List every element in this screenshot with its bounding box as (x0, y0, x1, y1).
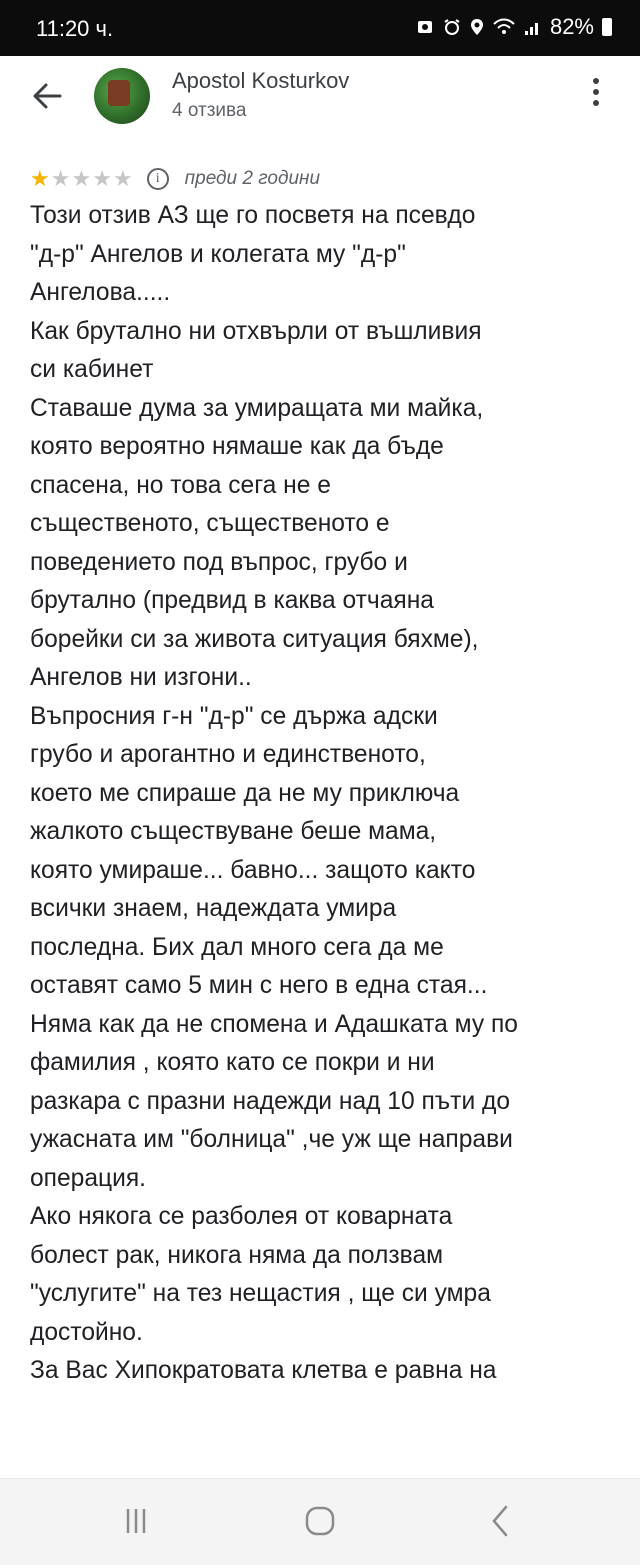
battery-icon (602, 18, 612, 36)
review-line: последна. Бих дал много сега да ме (30, 933, 444, 961)
review-line: болест рак, никога няма да ползвам (30, 1241, 444, 1269)
reviewer-name[interactable]: Apostol Kosturkov (172, 68, 350, 93)
review-line: Този отзив АЗ ще го посветя на псевдо (30, 202, 476, 229)
signal-icon (524, 18, 542, 36)
info-icon[interactable]: i (147, 168, 169, 190)
review-line: операция. (30, 1164, 147, 1192)
review-line: си кабинет (30, 356, 154, 383)
review-line: жалкото съществуване беше мама, (30, 818, 437, 845)
star-filled-icon: ★ (30, 166, 50, 191)
avatar[interactable] (94, 68, 150, 124)
review-line: Как брутално ни отхвърли от въшливия (30, 317, 482, 345)
review-text (30, 197, 616, 1391)
review-line: "услугите" на тез нещастия , ще си умра (30, 1280, 491, 1307)
star-empty-icon: ★ (92, 166, 112, 191)
review-line: спасена, но това сега не е (30, 471, 331, 499)
review-line: същественото, същественото е (30, 510, 390, 537)
review-line: поведението под въпрос, грубо и (30, 548, 408, 576)
review-line: грубо и арогантно и единственото, (30, 741, 426, 768)
navigation-bar (0, 1478, 640, 1565)
review-line: оставят само 5 мин с него в една стая... (30, 972, 488, 999)
review-line: Ако някога се разболея от коварната (30, 1203, 453, 1230)
star-empty-icon: ★ (112, 166, 133, 191)
review-line: Ангелов ни изгони.. (30, 664, 252, 691)
back-arrow-icon[interactable] (26, 74, 70, 118)
status-icons (416, 14, 612, 40)
status-bar (0, 0, 640, 56)
review-line: която вероятно нямаше как да бъде (30, 433, 444, 460)
star-empty-icon: ★ (71, 166, 92, 191)
review-line: която умираше... бавно... защото както (30, 856, 476, 884)
recent-apps-icon[interactable] (106, 1501, 166, 1541)
review-line: Няма как да не спомена и Адашката му по (30, 1010, 518, 1038)
alarm-icon (442, 18, 462, 36)
review-line: Въпросния г-н "д-р" се държа адски (30, 702, 438, 730)
star-rating (30, 167, 133, 191)
review-line: За Вас Хипократовата клетва е равна на (30, 1357, 497, 1384)
review-line: което ме спираше да не му приключа (30, 779, 460, 807)
review-date: преди 2 години (184, 168, 321, 189)
battery-level: 82% (549, 14, 594, 39)
status-time: 11:20 ч. (36, 16, 114, 41)
review-line: "д-р" Ангелов и колегата му "д-р" (30, 240, 406, 268)
review-line: достойно. (30, 1318, 143, 1346)
location-icon (470, 18, 484, 36)
image-icon (416, 18, 434, 36)
review-line: Ангелова..... (30, 279, 171, 306)
review-count: 4 отзива (172, 100, 247, 121)
review-meta (30, 164, 320, 194)
review-line: Ставаше дума за умиращата ми майка, (30, 394, 484, 422)
more-vert-icon[interactable] (590, 78, 602, 114)
review-line: разкара с празни надежди над 10 пъти до (30, 1087, 511, 1115)
star-empty-icon: ★ (50, 166, 71, 191)
review-header (0, 56, 640, 136)
review-line: брутално (предвид в каква отчаяна (30, 587, 434, 614)
review-line: всички знаем, надеждата умира (30, 895, 397, 922)
review-line: борейки си за живота ситуация бяхме), (30, 625, 479, 653)
review-line: фамилия , която като се покри и ни (30, 1049, 435, 1076)
home-icon[interactable] (290, 1501, 350, 1541)
review-line: ужасната им "болница" ,че уж ще направи (30, 1126, 513, 1153)
wifi-icon (492, 18, 516, 36)
nav-back-icon[interactable] (470, 1501, 530, 1541)
